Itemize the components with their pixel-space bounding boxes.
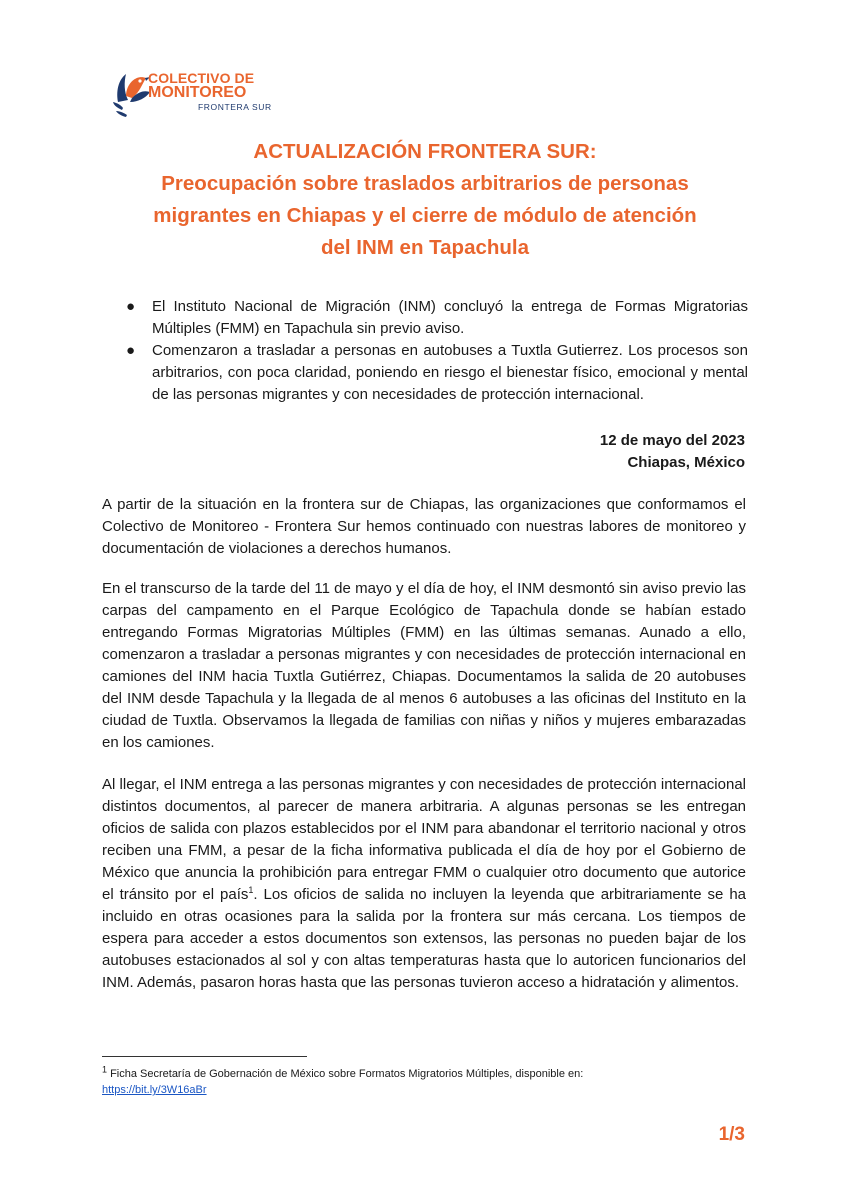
logo-line-2: MONITOREO: [148, 84, 247, 101]
bullet-item: [126, 296, 748, 340]
date-place-block: [600, 430, 745, 474]
bullet-icon: ●: [126, 342, 136, 359]
paragraph-text-part: Al llegar, el INM entrega a las personas migrantes y con necesidades de protección internacional distintos documentos, al parecer de manera arbitraria. A algunas personas se les entregan oficios de salida con plazos establecidos por el INM para abandonar el territorio nacional y otros reciben una FMM, a pesar de la ficha informativa publicada el día de hoy por el Gobierno de México que anuncia la prohibición para entregar FMM o cualquier otro documento que autorice el tránsito por el país: [102, 776, 746, 903]
footnote-marker: 1: [102, 1064, 108, 1075]
footnote-text: Ficha Secretaría de Gobernación de México sobre Formatos Migratorios Múltiples, disponible en:: [107, 1068, 584, 1080]
logo-line-1: COLECTIVO DE: [148, 70, 255, 86]
bullet-text: Comenzaron a trasladar a personas en autobuses a Tuxtla Gutierrez. Los procesos son arbitrarios, con poca claridad, poniendo en riesgo el bienestar físico, emocional y mental de las personas migrantes y con necesidades de protección internacional.: [152, 342, 748, 403]
summary-bullet-list: [126, 296, 748, 406]
paragraph-text-part: . Los oficios de salida no incluyen la leyenda que arbitrariamente se ha incluido en otras ocasiones para la salida por la frontera sur más cercana. Los tiempos de espera para acceder a estos documentos son extensos, las personas no pueden bajar de los autobuses estacionados al sol y con altas temperaturas hasta que lo autoricen funcionarios del INM. Además, pasaron horas hasta que las personas tuvieron acceso a hidratación y alimentos.: [102, 886, 747, 991]
footnote-divider: [102, 1056, 307, 1057]
document-place: Chiapas, México: [627, 454, 745, 471]
organization-logo: [112, 62, 272, 126]
paragraph-intro: A partir de la situación en la frontera sur de Chiapas, las organizaciones que conformamos el Colectivo de Monitoreo - Frontera Sur hemos continuado con nuestras labores de monitoreo y documentación de violaciones a derechos humanos.: [102, 496, 746, 557]
paragraph-events: En el transcurso de la tarde del 11 de mayo y el día de hoy, el INM desmontó sin aviso previo las carpas del campamento en el Parque Ecológico de Tapachula donde se habían estado entregando Formas Migratorias Múltiples (FMM) en las últimas semanas. Aunado a ello, comenzaron a trasladar a personas migrantes y con necesidades de protección internacional en camiones del INM hacia Tuxtla Gutiérrez, Chiapas. Documentamos la salida de 20 autobuses del INM desde Tapachula y la llegada de al menos 6 autobuses a las oficinas del Instituto en la ciudad de Tuxtla. Observamos la llegada de familias con niñas y niños y mujeres embarazadas en los camiones.: [102, 580, 746, 751]
document-title: [95, 136, 755, 264]
bullet-item: [126, 340, 748, 406]
footnote-reference[interactable]: 1: [248, 885, 254, 895]
bullet-icon: ●: [126, 298, 136, 315]
footnote-link[interactable]: https://bit.ly/3W16aBr: [102, 1084, 207, 1096]
bird-leaf-icon: [112, 62, 152, 126]
footnote: [102, 1066, 746, 1098]
title-line-2: Preocupación sobre traslados arbitrarios de personas: [161, 172, 689, 195]
title-line-1: ACTUALIZACIÓN FRONTERA SUR:: [253, 140, 597, 163]
bullet-text: El Instituto Nacional de Migración (INM) concluyó la entrega de Formas Migratorias Múltiples (FMM) en Tapachula sin previo aviso.: [152, 298, 748, 337]
page-number: 1/3: [718, 1124, 745, 1145]
logo-line-3: FRONTERA SUR: [198, 102, 272, 112]
title-line-3: migrantes en Chiapas y el cierre de módulo de atención: [153, 204, 697, 227]
document-date: 12 de mayo del 2023: [599, 432, 745, 449]
paragraph-documents: [102, 774, 746, 994]
title-line-4: del INM en Tapachula: [320, 236, 530, 259]
